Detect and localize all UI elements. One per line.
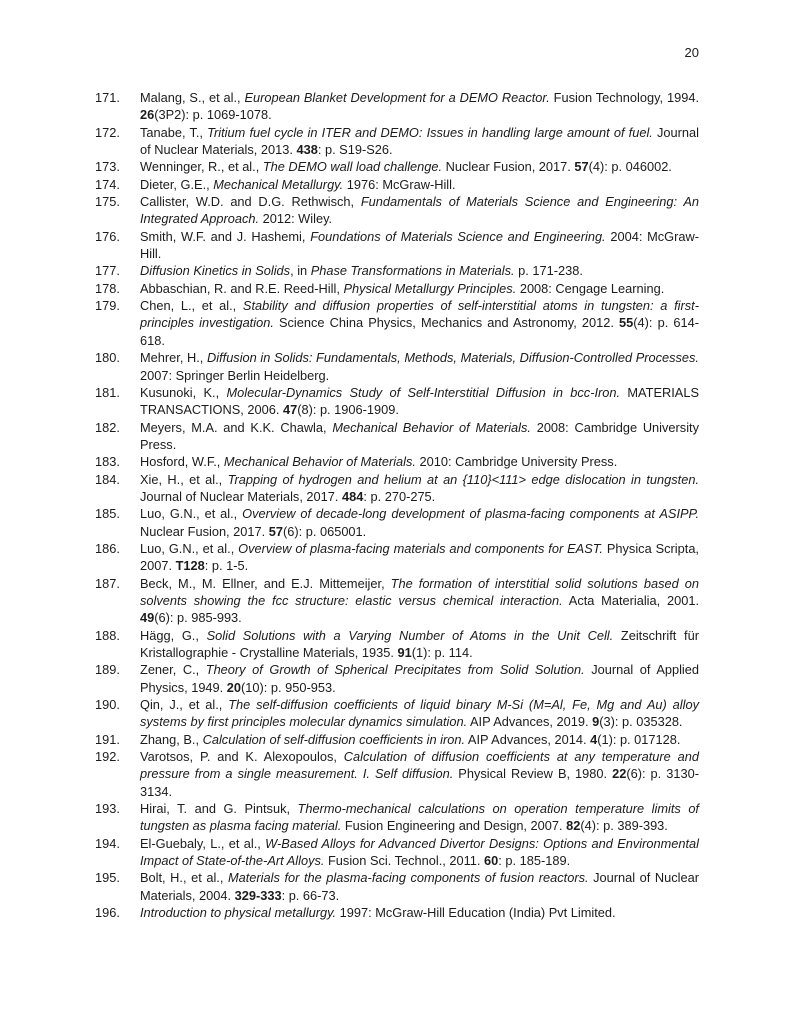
reference-text: Varotsos, P. and K. Alexopoulos, Calculation of diffusion coefficients at any temperature and pressure from a single measurement. I. Self diffusion. Physical Review B, 1980. 22(6): p. 3130-3134.: [140, 749, 699, 799]
reference-item: [95, 349, 699, 384]
reference-number: 172.: [95, 124, 120, 140]
reference-text: Meyers, M.A. and K.K. Chawla, Mechanical Behavior of Materials. 2008: Cambridge University Press.: [140, 419, 699, 452]
reference-item: [95, 800, 699, 835]
reference-text: Zhang, B., Calculation of self-diffusion coefficients in iron. AIP Advances, 2014. 4(1): p. 017128.: [140, 731, 681, 747]
reference-number: 185.: [95, 506, 120, 522]
reference-text: Smith, W.F. and J. Hashemi, Foundations of Materials Science and Engineering. 2004: McGraw-Hill.: [140, 228, 700, 262]
reference-number: 179.: [95, 298, 120, 314]
reference-item: [95, 384, 699, 419]
reference-item: [95, 627, 699, 662]
reference-number: 189.: [95, 662, 120, 678]
reference-number: 177.: [95, 263, 120, 279]
reference-item: [95, 575, 699, 627]
reference-text: Callister, W.D. and D.G. Rethwisch, Fundamentals of Materials Science and Engineering: An Integrated Approach. 2012: Wiley.: [140, 194, 699, 227]
reference-number: 195.: [95, 870, 120, 886]
reference-text: Xie, H., et al., Trapping of hydrogen and helium at an {110}<111> edge dislocation in tungsten. Journal of Nuclear Materials, 2017. 484: p. 270-275.: [140, 471, 699, 504]
reference-list: [95, 89, 699, 922]
reference-number: 178.: [95, 280, 120, 296]
reference-number: 173.: [95, 159, 120, 175]
reference-number: 174.: [95, 176, 120, 192]
reference-number: 190.: [95, 697, 120, 713]
reference-item: [95, 228, 699, 263]
reference-text: Hosford, W.F., Mechanical Behavior of Materials. 2010: Cambridge University Press.: [140, 454, 618, 470]
reference-text: Dieter, G.E., Mechanical Metallurgy. 1976: McGraw-Hill.: [140, 176, 456, 192]
reference-item: [95, 869, 699, 904]
reference-item: [95, 419, 699, 454]
reference-text: Wenninger, R., et al., The DEMO wall load challenge. Nuclear Fusion, 2017. 57(4): p. 046002.: [140, 159, 672, 175]
reference-text: Mehrer, H., Diffusion in Solids: Fundamentals, Methods, Materials, Diffusion-Controlled Processes. 2007: Springer Berlin Heidelberg.: [140, 350, 699, 383]
reference-text: Zener, C., Theory of Growth of Spherical Precipitates from Solid Solution. Journal of Applied Physics, 1949. 20(10): p. 950-953.: [140, 662, 700, 695]
page-number: 20: [684, 45, 699, 60]
reference-text: Hägg, G., Solid Solutions with a Varying Number of Atoms in the Unit Cell. Zeitschrift für Kristallographie - Crystalline Materials, 1935. 91(1): p. 114.: [140, 627, 699, 660]
reference-number: 175.: [95, 194, 120, 210]
reference-item: [95, 297, 699, 349]
reference-item: [95, 731, 699, 748]
reference-item: [95, 748, 699, 800]
reference-number: 193.: [95, 801, 120, 817]
reference-item: [95, 540, 699, 575]
reference-text: Bolt, H., et al., Materials for the plasma-facing components of fusion reactors. Journal of Nuclear Materials, 2004. 329-333: p. 66-73.: [140, 870, 699, 903]
reference-text: Kusunoki, K., Molecular-Dynamics Study of Self-Interstitial Diffusion in bcc-Iron. MATERIALS TRANSACTIONS, 2006. 47(8): p. 1906-1909.: [140, 384, 699, 418]
reference-item: [95, 661, 699, 696]
reference-text: Malang, S., et al., European Blanket Development for a DEMO Reactor. Fusion Technology, 1994. 26(3P2): p. 1069-1078.: [140, 90, 700, 123]
reference-text: Diffusion Kinetics in Solids, in Phase Transformations in Materials. p. 171-238.: [140, 263, 583, 279]
reference-item: [95, 193, 699, 228]
reference-item: [95, 89, 699, 124]
reference-item: [95, 262, 699, 279]
reference-number: 181.: [95, 384, 120, 400]
reference-text: Abbaschian, R. and R.E. Reed-Hill, Physical Metallurgy Principles. 2008: Cengage Learning.: [140, 280, 665, 296]
reference-text: Luo, G.N., et al., Overview of plasma-facing materials and components for EAST. Physica Scripta, 2007. T128: p. 1-5.: [140, 540, 699, 574]
reference-item: [95, 696, 699, 731]
reference-number: 187.: [95, 575, 120, 591]
reference-number: 171.: [95, 90, 120, 105]
reference-number: 192.: [95, 749, 120, 765]
reference-text: Beck, M., M. Ellner, and E.J. Mittemeijer, The formation of interstitial solid solutions based on solvents showing the fcc structure: elastic versus chemical interaction. Acta Materialia, 2001. 49(6): p. 985-993.: [140, 575, 700, 626]
reference-item: [95, 124, 699, 159]
reference-item: [95, 158, 699, 175]
reference-number: 180.: [95, 350, 120, 366]
reference-item: [95, 280, 699, 297]
reference-number: 184.: [95, 471, 120, 487]
reference-item: [95, 904, 699, 921]
reference-item: [95, 176, 699, 193]
reference-text: Chen, L., et al., Stability and diffusion properties of self-interstitial atoms in tungsten: a first-principles investigation. Science China Physics, Mechanics and Astronomy, 2012. 55(4): p. 614-618.: [140, 298, 700, 348]
reference-number: 183.: [95, 454, 120, 470]
reference-number: 186.: [95, 540, 120, 556]
reference-item: [95, 471, 699, 506]
reference-number: 196.: [95, 905, 120, 921]
reference-text: Introduction to physical metallurgy. 1997: McGraw-Hill Education (India) Pvt Limited.: [140, 905, 616, 921]
reference-number: 176.: [95, 228, 120, 244]
reference-item: [95, 505, 699, 540]
reference-text: Luo, G.N., et al., Overview of decade-long development of plasma-facing components at ASIPP. Nuclear Fusion, 2017. 57(6): p. 065001.: [140, 506, 699, 539]
reference-number: 182.: [95, 419, 120, 435]
reference-number: 194.: [95, 835, 120, 851]
reference-text: Hirai, T. and G. Pintsuk, Thermo-mechanical calculations on operation temperature limits of tungsten as plasma facing material. Fusion Engineering and Design, 2007. 82(4): p. 389-393.: [140, 801, 699, 834]
reference-text: El-Guebaly, L., et al., W-Based Alloys for Advanced Divertor Designs: Options and Environmental Impact of State-of-the-Art Alloys. Fusion Sci. Technol., 2011. 60: p. 185-189.: [140, 835, 699, 869]
reference-text: Qin, J., et al., The self-diffusion coefficients of liquid binary M-Si (M=Al, Fe, Mg and Au) alloy systems by first principles molecular dynamics simulation. AIP Advances, 2019. 9(3): p. 035328.: [140, 697, 699, 730]
reference-number: 191.: [95, 731, 120, 747]
reference-number: 188.: [95, 627, 120, 643]
reference-item: [95, 453, 699, 470]
reference-item: [95, 835, 699, 870]
reference-text: Tanabe, T., Tritium fuel cycle in ITER and DEMO: Issues in handling large amount of fuel. Journal of Nuclear Materials, 2013. 438: p. S19-S26.: [140, 124, 699, 158]
